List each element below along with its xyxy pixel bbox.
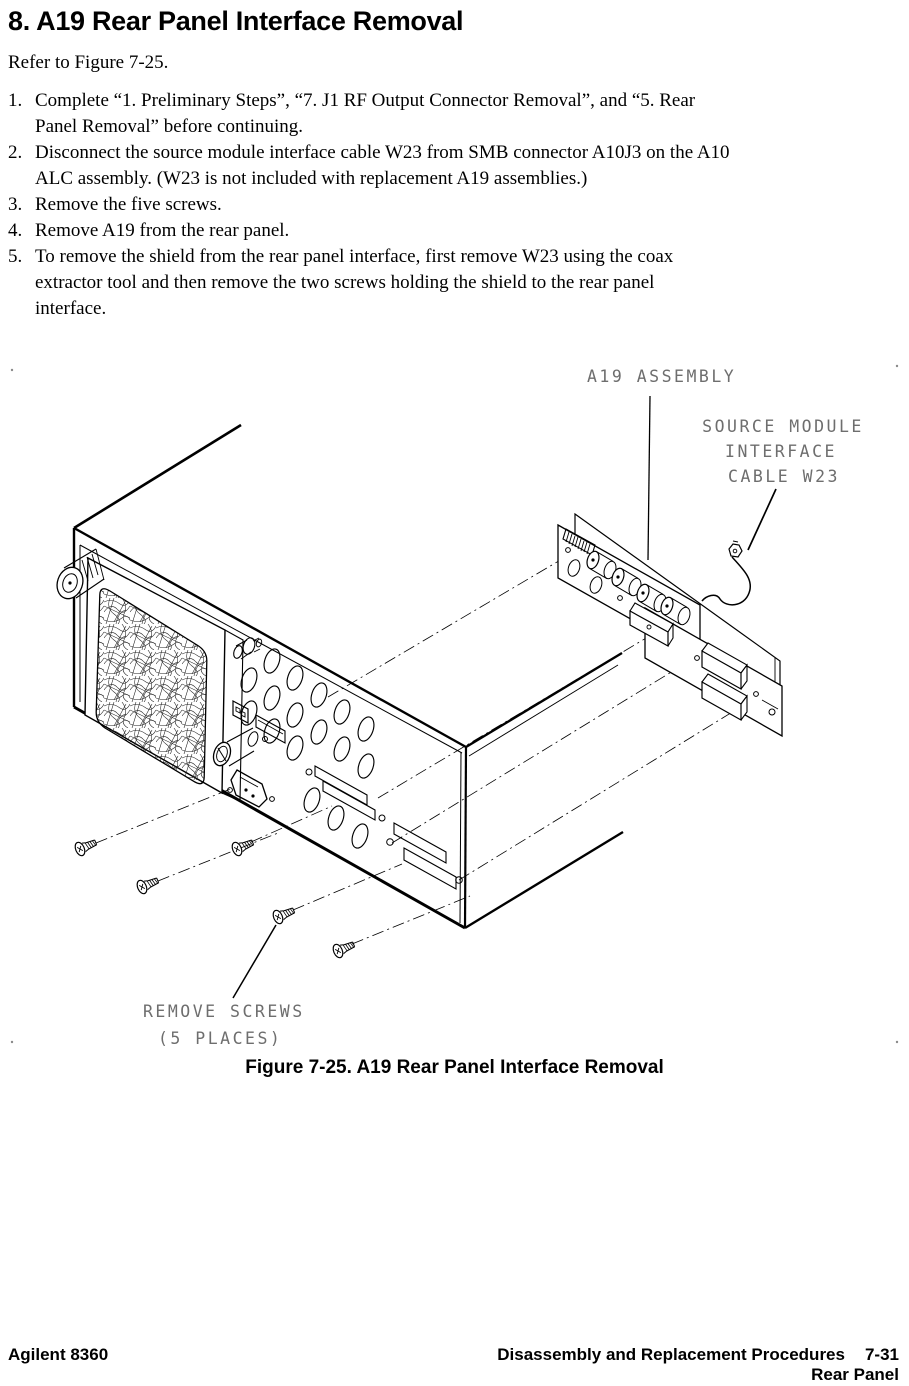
power-inlet	[228, 770, 275, 807]
footer-page-number: 7-31	[864, 1345, 899, 1364]
screw	[230, 836, 255, 857]
step-1	[8, 88, 896, 140]
step-line: Panel Removal” before continuing.	[35, 116, 304, 137]
step-number: 1.	[8, 90, 23, 111]
footer-chapter-title: Disassembly and Replacement Procedures	[497, 1345, 845, 1364]
footer-chapter	[497, 1345, 899, 1385]
vent-holes	[238, 647, 377, 850]
screw	[135, 874, 160, 895]
step-4	[8, 218, 896, 244]
procedure-steps	[8, 88, 896, 322]
step-line: ALC assembly. (W23 is not included with replacement A19 assemblies.)	[35, 168, 588, 189]
label-cable-line1: SOURCE MODULE	[702, 417, 864, 436]
step-number: 4.	[8, 220, 23, 241]
label-a19-assembly: A19 ASSEMBLY	[587, 367, 737, 386]
screw	[271, 904, 296, 925]
footer-section: Rear Panel	[811, 1365, 899, 1384]
step-number: 5.	[8, 246, 23, 267]
label-remove-screws-line1: REMOVE SCREWS	[143, 1002, 305, 1021]
screw	[73, 836, 98, 857]
step-2	[8, 140, 896, 192]
screw	[331, 938, 356, 959]
step-line: extractor tool and then remove the two screws holding the shield to the rear panel	[35, 272, 655, 293]
page-title: 8. A19 Rear Panel Interface Removal	[8, 6, 464, 36]
step-line: Remove A19 from the rear panel.	[35, 220, 290, 241]
interface-slots-middle	[306, 766, 385, 821]
step-line: To remove the shield from the rear panel interface, first remove W23 using the coax	[35, 246, 674, 267]
step-line: Disconnect the source module interface cable W23 from SMB connector A10J3 on the A10	[35, 142, 730, 163]
interface-slots-right	[387, 823, 463, 889]
label-cable-line2: INTERFACE	[725, 442, 837, 461]
step-3	[8, 192, 896, 218]
rear-panel-diagram	[0, 340, 909, 1060]
step-number: 3.	[8, 194, 23, 215]
step-line: Remove the five screws.	[35, 194, 222, 215]
step-number: 2.	[8, 142, 23, 163]
step-line: interface.	[35, 298, 107, 319]
label-cable-line3: CABLE W23	[728, 467, 840, 486]
step-line: Complete “1. Preliminary Steps”, “7. J1 RF Output Connector Removal”, and “5. Rear	[35, 90, 696, 111]
smb-connector	[729, 544, 742, 557]
label-slot	[256, 715, 285, 743]
label-remove-screws-line2: (5 PLACES)	[158, 1029, 283, 1048]
w23-cable	[702, 541, 750, 605]
figure-7-25	[0, 340, 909, 1060]
step-5	[8, 244, 896, 322]
screws	[73, 836, 356, 959]
figure-caption: Figure 7-25. A19 Rear Panel Interface Removal	[245, 1057, 664, 1078]
bnc-connector	[232, 636, 263, 659]
footer-product: Agilent 8360	[8, 1345, 109, 1364]
leader-lines	[233, 396, 776, 998]
intro-text: Refer to Figure 7-25.	[8, 52, 169, 73]
